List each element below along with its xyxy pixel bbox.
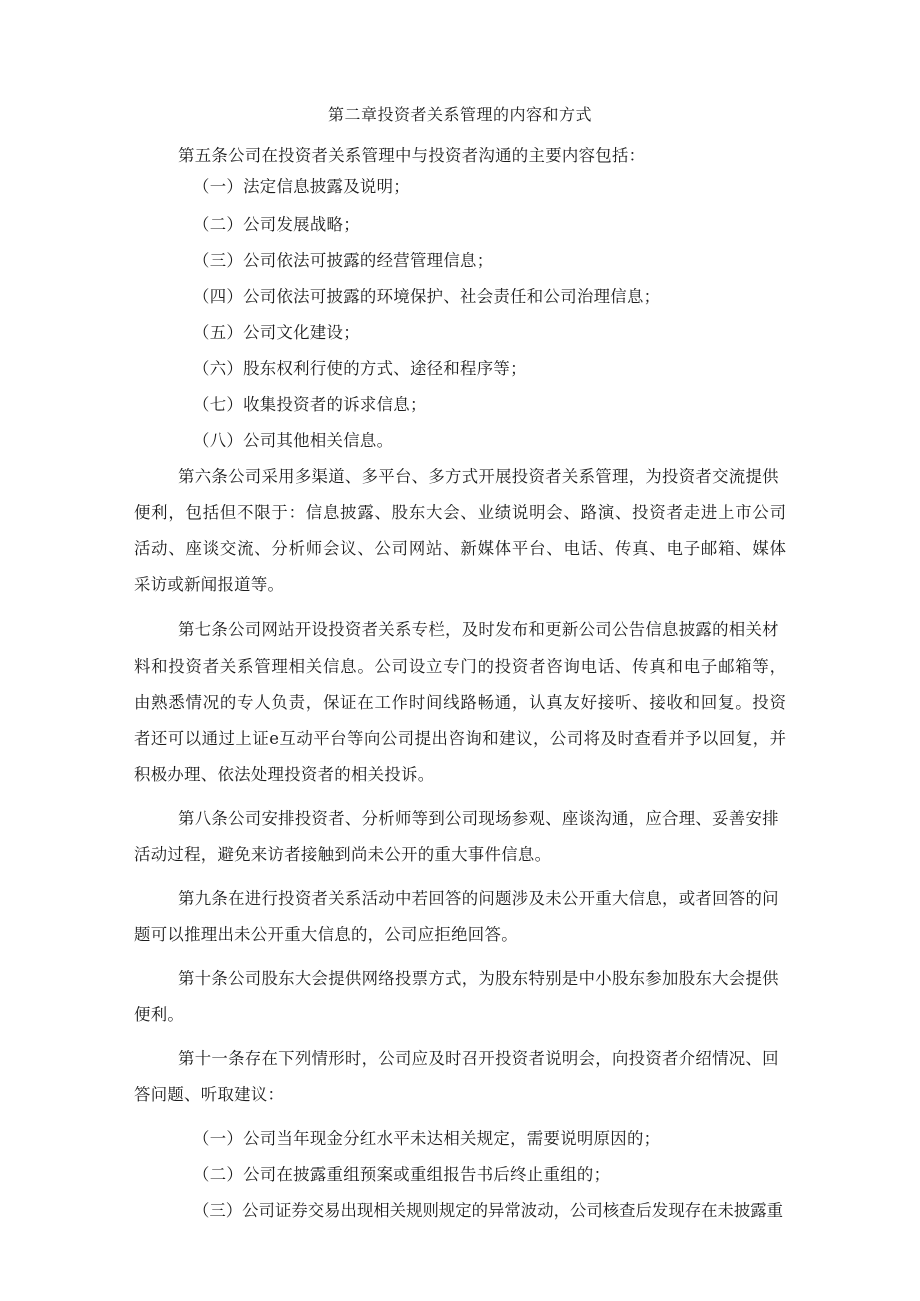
article-10-line: 便利。 xyxy=(134,1005,185,1024)
article-5-item: （三）公司依法可披露的经营管理信息； xyxy=(193,251,494,270)
article-7-line: 积极办理、依法处理投资者的相关投诉。 xyxy=(134,765,435,784)
article-5-item: （四）公司依法可披露的环境保护、社会责任和公司治理信息； xyxy=(193,287,661,306)
article-6-line: 便利，包括但不限于：信息披露、股东大会、业绩说明会、路演、投资者走进上市公司 xyxy=(134,503,786,522)
article-5-item: （六）股东权利行使的方式、途径和程序等； xyxy=(193,359,527,378)
article-11-line: 第十一条存在下列情形时，公司应及时召开投资者说明会，向投资者介绍情况、回 xyxy=(178,1049,779,1068)
chapter-title: 第二章投资者关系管理的内容和方式 xyxy=(327,105,592,124)
article-9-line: 题可以推理出未公开重大信息的，公司应拒绝回答。 xyxy=(134,925,518,944)
article-11-line: 答问题、听取建议： xyxy=(134,1085,285,1104)
article-11-item: （二）公司在披露重组预案或重组报告书后终止重组的； xyxy=(193,1165,611,1184)
article-6-line: 采访或新闻报道等。 xyxy=(134,575,285,594)
article-7-line: 第七条公司网站开设投资者关系专栏，及时发布和更新公司公告信息披露的相关材 xyxy=(178,620,779,639)
article-11-item: （一）公司当年现金分红水平未达相关规定，需要说明原因的； xyxy=(193,1129,661,1148)
article-5-item: （五）公司文化建设； xyxy=(193,323,360,342)
article-8-line: 第八条公司安排投资者、分析师等到公司现场参观、座谈沟通，应合理、妥善安排 xyxy=(178,809,779,828)
article-7-line: 者还可以通过上证e互动平台等向公司提出咨询和建议，公司将及时查看并予以回复，并 xyxy=(134,729,786,748)
article-5-intro: 第五条公司在投资者关系管理中与投资者沟通的主要内容包括： xyxy=(178,146,646,165)
article-8-line: 活动过程，避免来访者接触到尚未公开的重大事件信息。 xyxy=(134,845,552,864)
article-11-item: （三）公司证券交易出现相关规则规定的异常波动，公司核查后发现存在未披露重 xyxy=(193,1201,784,1220)
article-6-line: 活动、座谈交流、分析师会议、公司网站、新媒体平台、电话、传真、电子邮箱、媒体 xyxy=(134,539,786,558)
article-5-item: （二）公司发展战略； xyxy=(193,215,360,234)
article-5-item: （八）公司其他相关信息。 xyxy=(193,431,394,450)
article-6-line: 第六条公司采用多渠道、多平台、多方式开展投资者关系管理，为投资者交流提供 xyxy=(178,467,779,486)
article-9-line: 第九条在进行投资者关系活动中若回答的问题涉及未公开重大信息，或者回答的问 xyxy=(178,889,779,908)
article-7-line: 由熟悉情况的专人负责，保证在工作时间线路畅通，认真友好接听、接收和回复。投资 xyxy=(134,693,786,712)
article-5-item: （一）法定信息披露及说明； xyxy=(193,177,410,196)
article-5-item: （七）收集投资者的诉求信息； xyxy=(193,395,427,414)
article-7-line: 料和投资者关系管理相关信息。公司设立专门的投资者咨询电话、传真和电子邮箱等， xyxy=(134,657,786,676)
article-10-line: 第十条公司股东大会提供网络投票方式，为股东特别是中小股东参加股东大会提供 xyxy=(178,969,779,988)
